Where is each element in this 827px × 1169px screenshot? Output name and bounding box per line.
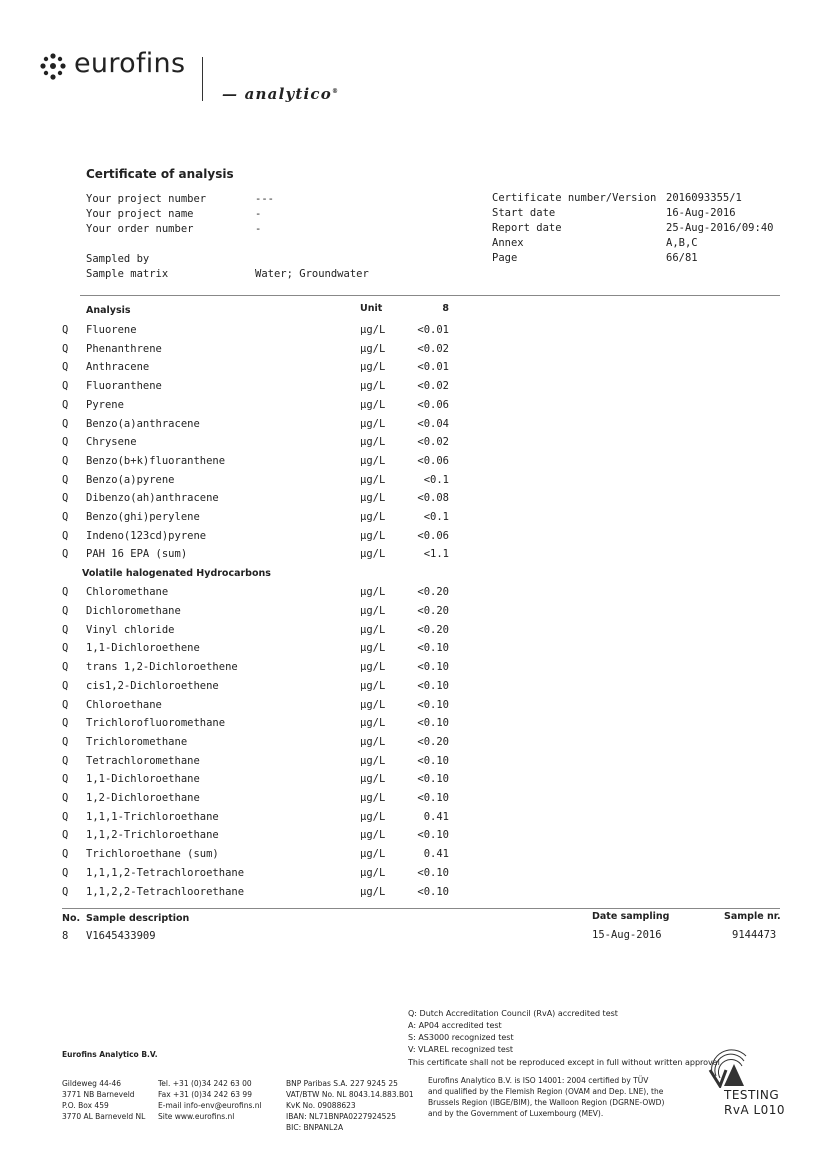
accreditation-flag: Q <box>62 885 69 898</box>
analyte-name: 1,1,1,2-Tetrachloroethane <box>86 866 245 879</box>
analyte-value: <0.10 <box>417 829 449 842</box>
sample-date: 15-Aug-2016 <box>592 929 662 941</box>
sample-matrix-value: Water; Groundwater <box>255 268 369 280</box>
accreditation-flag: Q <box>62 792 69 804</box>
analyte-name: Fluoranthene <box>86 380 162 393</box>
analyte-value: <0.10 <box>417 792 449 804</box>
analyte-value: <0.10 <box>417 642 449 655</box>
analyte-unit: µg/L <box>360 436 386 449</box>
analyte-value: <0.20 <box>417 623 449 636</box>
legend-line: Q: Dutch Accreditation Council (RvA) accredited test <box>408 1009 618 1018</box>
analyte-name: Anthracene <box>86 361 150 374</box>
analyte-name: Trichlorofluoromethane <box>86 717 226 730</box>
analyte-value: <0.10 <box>417 885 449 898</box>
accreditation-flag: Q <box>62 661 69 674</box>
registered-mark: ® <box>331 88 340 95</box>
analyte-value: <0.02 <box>417 436 449 449</box>
info-label: Your order number <box>86 223 194 235</box>
analyte-name: Dichloromethane <box>86 605 181 617</box>
address-line: P.O. Box 459 <box>62 1101 109 1110</box>
accreditation-flag: Q <box>62 698 69 711</box>
group-title: Volatile halogenated Hydrocarbons <box>82 568 271 580</box>
info-label: Annex <box>492 237 524 249</box>
divider <box>62 908 780 909</box>
sample-no-label: No. <box>62 913 81 924</box>
accreditation-flag: Q <box>62 492 69 505</box>
analyte-name: Indeno(123cd)pyrene <box>86 529 207 542</box>
certificate-title: Certificate of analysis <box>86 167 234 181</box>
legend-line: S: AS3000 recognized test <box>408 1033 514 1042</box>
analyte-unit: µg/L <box>360 792 386 804</box>
accreditation-flag: Q <box>62 866 69 879</box>
accreditation-flag: Q <box>62 623 69 636</box>
analyte-unit: µg/L <box>360 773 386 786</box>
divider <box>80 295 780 296</box>
page-number: 66/81 <box>666 252 698 264</box>
analyte-unit: µg/L <box>360 342 386 355</box>
accreditation-flag: Q <box>62 324 69 336</box>
certificate-number: 2016093355/1 <box>666 192 742 204</box>
rva-mark-icon <box>704 1046 754 1088</box>
accreditation-flag: Q <box>62 454 69 467</box>
analyte-value: 0.41 <box>423 848 449 861</box>
analyte-name: Dibenzo(ah)anthracene <box>86 492 219 505</box>
column-header-unit: Unit <box>360 303 383 314</box>
accreditation-flag: Q <box>62 473 69 486</box>
analyte-name: cis1,2-Dichloroethene <box>86 679 219 692</box>
analyte-value: <1.1 <box>423 548 449 561</box>
sample-description: V1645433909 <box>86 930 156 942</box>
analyte-unit: µg/L <box>360 398 386 411</box>
analyte-value: <0.10 <box>417 754 449 767</box>
accreditation-flag: Q <box>62 586 69 599</box>
report-date: 25-Aug-2016/09:40 <box>666 222 774 234</box>
analyte-unit: µg/L <box>360 361 386 374</box>
analyte-name: Benzo(a)anthracene <box>86 417 200 430</box>
address-line: Gildeweg 44-46 <box>62 1079 122 1088</box>
analyte-name: 1,1-Dichloroethane <box>86 773 200 786</box>
analyte-name: Benzo(b+k)fluoranthene <box>86 454 226 467</box>
sample-nr: 9144473 <box>732 929 777 941</box>
analyte-name: Chloromethane <box>86 586 169 599</box>
accreditation-flag: Q <box>62 679 69 692</box>
analyte-value: <0.01 <box>417 324 449 336</box>
testing-code: RvA L010 <box>724 1103 786 1117</box>
iso-line: and qualified by the Flemish Region (OVAM and Dep. LNE), the <box>428 1087 664 1096</box>
bank-line: KvK No. 09088623 <box>286 1101 356 1110</box>
date-sampling-label: Date sampling <box>592 911 670 922</box>
accreditation-flag: Q <box>62 342 69 355</box>
analyte-unit: µg/L <box>360 454 386 467</box>
accreditation-flag: Q <box>62 361 69 374</box>
analyte-value: <0.1 <box>423 473 449 486</box>
analyte-value: <0.10 <box>417 679 449 692</box>
analyte-unit: µg/L <box>360 605 386 617</box>
analyte-name: 1,2-Dichloroethane <box>86 792 200 804</box>
analyte-name: Trichloromethane <box>86 735 188 748</box>
analyte-unit: µg/L <box>360 679 386 692</box>
accreditation-flag: Q <box>62 605 69 617</box>
analyte-value: <0.02 <box>417 342 449 355</box>
annex: A,B,C <box>666 237 698 249</box>
address-line: 3771 NB Barneveld <box>62 1090 135 1099</box>
analyte-name: 1,1,1-Trichloroethane <box>86 810 219 823</box>
testing-label: TESTING <box>724 1088 780 1102</box>
analyte-value: <0.1 <box>423 511 449 523</box>
footer-iso <box>428 1075 664 1119</box>
analyte-value: <0.20 <box>417 605 449 617</box>
info-label: Your project name <box>86 208 194 220</box>
sample-nr-label: Sample nr. <box>724 911 781 922</box>
contact-line: E-mail info-env@eurofins.nl <box>158 1101 262 1110</box>
bank-line: IBAN: NL71BNPA0227924525 <box>286 1112 396 1121</box>
rva-testing-logo <box>700 1046 786 1121</box>
iso-line: Brussels Region (IBGE/BIM), the Walloon Region (DGRNE-OWD) <box>428 1098 665 1107</box>
accreditation-flag: Q <box>62 829 69 842</box>
accreditation-flag: Q <box>62 529 69 542</box>
accreditation-flag: Q <box>62 810 69 823</box>
analyte-name: trans 1,2-Dichloroethene <box>86 661 238 674</box>
analyte-value: <0.10 <box>417 866 449 879</box>
analyte-unit: µg/L <box>360 829 386 842</box>
analyte-unit: µg/L <box>360 735 386 748</box>
analyte-unit: µg/L <box>360 511 386 523</box>
company-name: Eurofins Analytico B.V. <box>62 1050 158 1059</box>
sample-matrix-label: Sample matrix <box>86 268 169 280</box>
bank-line: VAT/BTW No. NL 8043.14.883.B01 <box>286 1090 414 1099</box>
analyte-value: <0.10 <box>417 698 449 711</box>
analyte-unit: µg/L <box>360 548 386 561</box>
analyte-value: <0.06 <box>417 398 449 411</box>
accreditation-flag: Q <box>62 735 69 748</box>
analyte-name: Chloroethane <box>86 698 162 711</box>
accreditation-flag: Q <box>62 642 69 655</box>
logo-text: eurofins <box>74 48 186 79</box>
start-date: 16-Aug-2016 <box>666 207 736 219</box>
info-label: Your project number <box>86 193 207 205</box>
analyte-value: <0.02 <box>417 380 449 393</box>
analyte-value: <0.06 <box>417 529 449 542</box>
accreditation-flag: Q <box>62 511 69 523</box>
sample-no: 8 <box>62 930 69 942</box>
analyte-value: <0.20 <box>417 586 449 599</box>
analyte-unit: µg/L <box>360 324 386 336</box>
accreditation-flag: Q <box>62 436 69 449</box>
analyte-name: Phenanthrene <box>86 342 162 355</box>
analyte-unit: µg/L <box>360 866 386 879</box>
analyte-unit: µg/L <box>360 698 386 711</box>
analyte-unit: µg/L <box>360 754 386 767</box>
info-label: Report date <box>492 222 562 234</box>
analyte-unit: µg/L <box>360 848 386 861</box>
analyte-value: <0.04 <box>417 417 449 430</box>
sampled-by-label: Sampled by <box>86 253 150 265</box>
column-header-analysis: Analysis <box>86 305 131 316</box>
analyte-name: 1,1-Dichloroethene <box>86 642 200 655</box>
legend-line: A: AP04 accredited test <box>408 1021 502 1030</box>
iso-line: and by the Government of Luxembourg (MEV). <box>428 1109 604 1118</box>
analyte-unit: µg/L <box>360 642 386 655</box>
analyte-value: <0.10 <box>417 717 449 730</box>
analyte-value: <0.10 <box>417 661 449 674</box>
info-label: Start date <box>492 207 556 219</box>
info-value: --- <box>255 193 274 205</box>
contact-line: Site www.eurofins.nl <box>158 1112 235 1121</box>
analyte-name: 1,1,2,2-Tetrachloorethane <box>86 885 245 898</box>
analyte-unit: µg/L <box>360 586 386 599</box>
info-label: Page <box>492 252 518 264</box>
analyte-name: Trichloroethane (sum) <box>86 848 219 861</box>
sub-brand <box>222 85 339 103</box>
accreditation-flag: Q <box>62 417 69 430</box>
analyte-value: <0.01 <box>417 361 449 374</box>
analyte-name: Tetrachloromethane <box>86 754 200 767</box>
info-value: - <box>255 208 262 220</box>
sub-brand-text: — analytico <box>222 85 332 103</box>
analyte-name: 1,1,2-Trichloroethane <box>86 829 219 842</box>
iso-line: Eurofins Analytico B.V. is ISO 14001: 2004 certified by TÜV <box>428 1076 649 1085</box>
analyte-value: <0.10 <box>417 773 449 786</box>
accreditation-flag: Q <box>62 398 69 411</box>
contact-line: Tel. +31 (0)34 242 63 00 <box>158 1079 252 1088</box>
accreditation-flag: Q <box>62 717 69 730</box>
analyte-value: <0.08 <box>417 492 449 505</box>
footer-contact <box>158 1078 262 1122</box>
accreditation-flag: Q <box>62 773 69 786</box>
legend-line: V: VLAREL recognized test <box>408 1045 514 1054</box>
analyte-value: 0.41 <box>423 810 449 823</box>
legend-note: This certificate shall not be reproduced except in full without written approval <box>408 1058 720 1067</box>
analyte-unit: µg/L <box>360 417 386 430</box>
address-line: 3770 AL Barneveld NL <box>62 1112 146 1121</box>
analyte-value: <0.06 <box>417 454 449 467</box>
analyte-value: <0.20 <box>417 735 449 748</box>
footer-address <box>62 1078 145 1122</box>
footer-bank <box>286 1078 414 1133</box>
analyte-unit: µg/L <box>360 380 386 393</box>
analyte-unit: µg/L <box>360 529 386 542</box>
contact-line: Fax +31 (0)34 242 63 99 <box>158 1090 252 1099</box>
analyte-name: Benzo(a)pyrene <box>86 473 175 486</box>
analyte-unit: µg/L <box>360 661 386 674</box>
accreditation-flag: Q <box>62 380 69 393</box>
analyte-unit: µg/L <box>360 810 386 823</box>
analyte-unit: µg/L <box>360 717 386 730</box>
analyte-unit: µg/L <box>360 492 386 505</box>
eurofins-dots-icon <box>38 52 68 82</box>
bank-line: BNP Paribas S.A. 227 9245 25 <box>286 1079 398 1088</box>
info-label: Certificate number/Version <box>492 192 657 204</box>
analyte-name: Fluorene <box>86 324 137 336</box>
accreditation-flag: Q <box>62 848 69 861</box>
analyte-name: Pyrene <box>86 398 124 411</box>
analyte-name: Vinyl chloride <box>86 623 175 636</box>
accreditation-flag: Q <box>62 754 69 767</box>
analyte-name: PAH 16 EPA (sum) <box>86 548 188 561</box>
bank-line: BIC: BNPANL2A <box>286 1123 344 1132</box>
analyte-unit: µg/L <box>360 623 386 636</box>
logo-divider <box>202 57 203 101</box>
sample-desc-label: Sample description <box>86 913 190 924</box>
analyte-unit: µg/L <box>360 885 386 898</box>
analyte-unit: µg/L <box>360 473 386 486</box>
analyte-name: Benzo(ghi)perylene <box>86 511 200 523</box>
column-header-sample: 8 <box>442 303 449 314</box>
analyte-name: Chrysene <box>86 436 137 449</box>
info-value: - <box>255 223 262 235</box>
accreditation-flag: Q <box>62 548 69 561</box>
